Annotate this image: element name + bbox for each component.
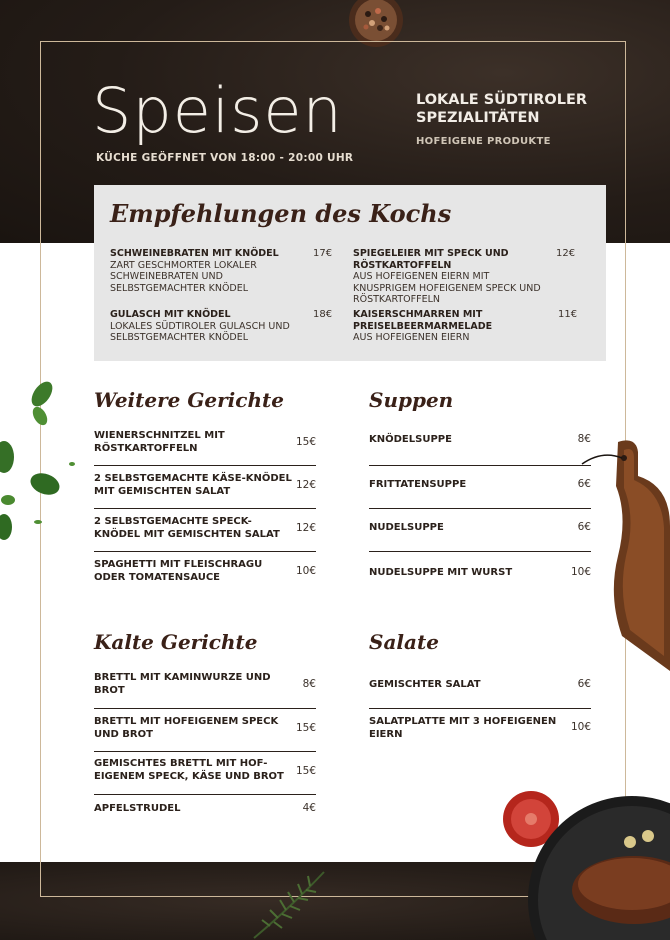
chef-item-name: SCHWEINEBRATEN MIT KNÖDEL — [110, 248, 279, 259]
dish-price: 12€ — [295, 522, 316, 534]
section-title-salate: Salate — [369, 630, 439, 654]
chef-item-desc: ZART GESCHMORTER LOKALER SCHWEINEBRATEN UND SELBSTGEMACHTER KNÖDEL — [110, 259, 257, 294]
dish-price: 8€ — [577, 433, 591, 445]
dish-name: APFELSTRUDEL — [94, 803, 181, 814]
chef-item-price: 18€ — [313, 309, 333, 320]
dish-name: FRITTATENSUPPE — [369, 479, 467, 490]
chef-item — [110, 248, 310, 294]
dish-price: 15€ — [295, 722, 316, 734]
dish-name: KNÖDELSUPPE — [369, 434, 452, 445]
chef-item-desc: AUS HOFEIGENEN EIERN — [353, 332, 470, 343]
section-title-kalte: Kalte Gerichte — [94, 630, 258, 654]
dish-name: GEMISCHTES BRETTL MIT HOF-EIGENEM SPECK, KÄSE UND BROT — [94, 758, 284, 782]
menu-row — [369, 508, 591, 552]
menu-row — [369, 465, 591, 509]
menu-row — [94, 708, 316, 752]
chef-item-price: 12€ — [556, 248, 576, 259]
chef-item-name: GULASCH MIT KNÖDEL — [110, 309, 231, 320]
chef-item-desc: LOKALES SÜDTIROLER GULASCH UND SELBSTGEMACHTER KNÖDEL — [110, 320, 290, 343]
chef-section-title: Empfehlungen des Kochs — [110, 199, 452, 228]
chef-item-desc: AUS HOFEIGENEN EIERN MIT KNUSPRIGEM HOFEIGENEM SPECK UND RÖSTKARTOFFELN — [353, 271, 541, 305]
cutting-board-icon — [578, 436, 670, 676]
dish-price: 4€ — [302, 802, 316, 814]
dish-price: 8€ — [302, 678, 316, 690]
chef-item-price: 11€ — [558, 309, 578, 320]
menu-row — [94, 794, 316, 837]
dish-price: 15€ — [295, 765, 316, 777]
dish-name: 2 SELBSTGEMACHTE KÄSE-KNÖDEL MIT GEMISCHTEN SALAT — [94, 473, 292, 497]
dish-name: BRETTL MIT KAMINWURZE UND BROT — [94, 672, 271, 696]
menu-row — [94, 551, 316, 594]
dish-price: 6€ — [577, 521, 591, 533]
menu-row — [94, 508, 316, 552]
dish-price: 6€ — [577, 478, 591, 490]
opening-hours: KÜCHE GEÖFFNET VON 18:00 - 20:00 UHR — [96, 152, 354, 164]
chef-item — [110, 309, 310, 344]
section-title-suppen: Suppen — [369, 388, 454, 412]
dish-name: SPAGHETTI MIT FLEISCHRAGU ODER TOMATENSAUCE — [94, 559, 263, 583]
chef-item-price: 17€ — [313, 248, 333, 259]
menu-row — [94, 665, 316, 709]
dish-price: 10€ — [295, 565, 316, 577]
dish-price: 10€ — [570, 566, 591, 578]
own-products-label: HOFEIGENE PRODUKTE — [416, 136, 551, 147]
menu-row — [94, 751, 316, 795]
dish-name: WIENERSCHNITZEL MIT RÖSTKARTOFFELN — [94, 430, 225, 454]
dish-name: BRETTL MIT HOFEIGENEM SPECK UND BROT — [94, 716, 279, 740]
region-heading: LOKALE SÜDTIROLER SPEZIALITÄTEN — [416, 92, 588, 126]
dish-name: 2 SELBSTGEMACHTE SPECK-KNÖDEL MIT GEMISCHTEN SALAT — [94, 516, 280, 540]
basil-leaves-icon — [0, 372, 80, 552]
dish-price: 10€ — [570, 721, 591, 733]
menu-row — [369, 708, 591, 751]
dish-price: 12€ — [295, 479, 316, 491]
section-title-weitere: Weitere Gerichte — [94, 388, 284, 412]
grill-pan-icon — [512, 790, 670, 940]
chef-item-name: KAISERSCHMARREN MIT PREISELBEERMARMELADE — [353, 309, 493, 332]
chef-item — [353, 248, 543, 306]
menu-row — [369, 665, 591, 709]
chef-item — [353, 309, 543, 344]
dish-name: NUDELSUPPE MIT WURST — [369, 567, 513, 578]
dish-price: 15€ — [295, 436, 316, 448]
dish-name: NUDELSUPPE — [369, 522, 444, 533]
menu-row — [369, 551, 591, 594]
menu-row — [369, 422, 591, 466]
page-title: Speisen — [92, 74, 343, 147]
dish-name: GEMISCHTER SALAT — [369, 679, 481, 690]
dish-price: 6€ — [577, 678, 591, 690]
rosemary-icon — [250, 868, 330, 940]
menu-row — [94, 465, 316, 509]
menu-row — [94, 422, 316, 466]
dish-name: SALATPLATTE MIT 3 HOFEIGENEN EIERN — [369, 716, 557, 740]
chef-item-name: SPIEGELEIER MIT SPECK UND RÖSTKARTOFFELN — [353, 248, 509, 271]
